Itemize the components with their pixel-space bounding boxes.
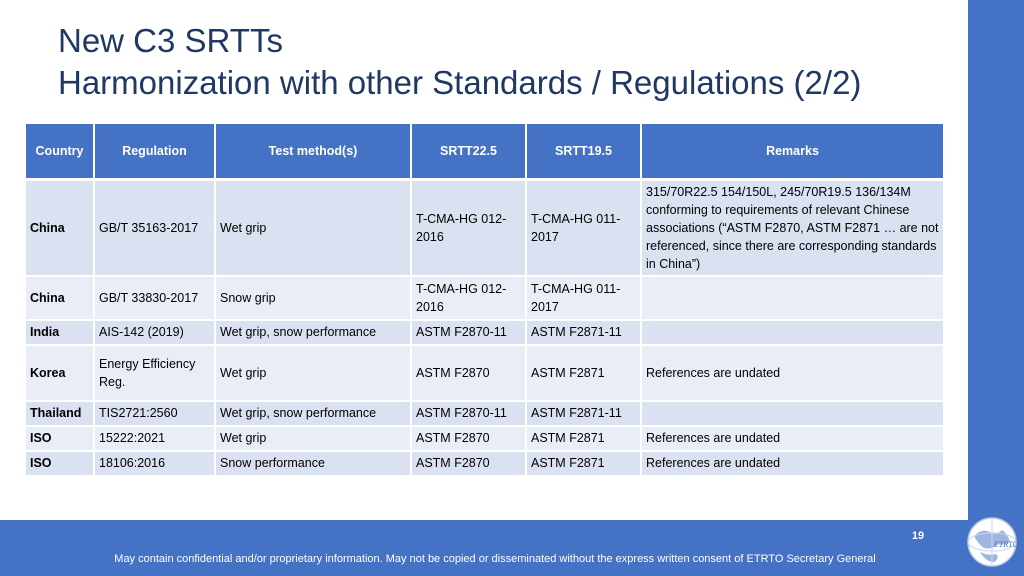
cell-srtt195: ASTM F2871 — [526, 451, 641, 476]
table-row — [26, 180, 944, 276]
cell-regulation: AIS-142 (2019) — [94, 320, 215, 345]
globe-logo-icon — [964, 514, 1020, 570]
cell-srtt195: ASTM F2871-11 — [526, 401, 641, 426]
cell-test-method: Snow performance — [215, 451, 411, 476]
footer-disclaimer: May contain confidential and/or proprietary information. May not be copied or disseminated without the express written consent of ETRTO Secretary General — [114, 553, 876, 565]
cell-test-method: Wet grip — [215, 345, 411, 401]
slide-title-line-1: New C3 SRTTs — [58, 22, 283, 59]
cell-remarks — [641, 320, 944, 345]
cell-srtt225: ASTM F2870-11 — [411, 401, 526, 426]
slide-title — [58, 20, 958, 104]
cell-srtt195: T-CMA-HG 011-2017 — [526, 276, 641, 320]
cell-srtt195: ASTM F2871-11 — [526, 320, 641, 345]
cell-remarks: References are undated — [641, 426, 944, 451]
cell-srtt225: ASTM F2870-11 — [411, 320, 526, 345]
header-regulation: Regulation — [94, 124, 215, 180]
header-country: Country — [26, 124, 94, 180]
table-row — [26, 451, 944, 476]
header-srtt195: SRTT19.5 — [526, 124, 641, 180]
cell-regulation: 18106:2016 — [94, 451, 215, 476]
cell-test-method: Snow grip — [215, 276, 411, 320]
regulations-table — [26, 124, 945, 477]
header-test-methods: Test method(s) — [215, 124, 411, 180]
table-row — [26, 320, 944, 345]
header-remarks: Remarks — [641, 124, 944, 180]
cell-remarks — [641, 276, 944, 320]
cell-srtt225: ASTM F2870 — [411, 451, 526, 476]
cell-remarks: References are undated — [641, 451, 944, 476]
cell-srtt225: T-CMA-HG 012-2016 — [411, 276, 526, 320]
slide-title-line-2: Harmonization with other Standards / Regulations (2/2) — [58, 64, 862, 101]
footer-bar — [0, 520, 1024, 576]
cell-country: ISO — [26, 451, 94, 476]
cell-srtt195: ASTM F2871 — [526, 345, 641, 401]
cell-country: China — [26, 180, 94, 276]
cell-remarks: References are undated — [641, 345, 944, 401]
cell-srtt195: T-CMA-HG 011-2017 — [526, 180, 641, 276]
table-row — [26, 276, 944, 320]
cell-srtt225: ASTM F2870 — [411, 345, 526, 401]
table-row — [26, 426, 944, 451]
cell-srtt225: ASTM F2870 — [411, 426, 526, 451]
header-srtt225: SRTT22.5 — [411, 124, 526, 180]
cell-test-method: Wet grip, snow performance — [215, 320, 411, 345]
cell-remarks — [641, 401, 944, 426]
table-row — [26, 401, 944, 426]
cell-regulation: GB/T 33830-2017 — [94, 276, 215, 320]
cell-regulation: 15222:2021 — [94, 426, 215, 451]
cell-country: Korea — [26, 345, 94, 401]
cell-srtt195: ASTM F2871 — [526, 426, 641, 451]
cell-regulation: TIS2721:2560 — [94, 401, 215, 426]
right-accent-bar — [968, 0, 1024, 576]
page-number: 19 — [911, 530, 925, 542]
cell-country: India — [26, 320, 94, 345]
table-row — [26, 345, 944, 401]
cell-country: China — [26, 276, 94, 320]
cell-regulation: Energy Efficiency Reg. — [94, 345, 215, 401]
cell-country: ISO — [26, 426, 94, 451]
cell-test-method: Wet grip — [215, 180, 411, 276]
cell-test-method: Wet grip — [215, 426, 411, 451]
cell-test-method: Wet grip, snow performance — [215, 401, 411, 426]
cell-srtt225: T-CMA-HG 012-2016 — [411, 180, 526, 276]
table-header-row — [26, 124, 944, 180]
logo-text: ETRTO — [994, 540, 1019, 549]
cell-remarks: 315/70R22.5 154/150L, 245/70R19.5 136/134M conforming to requirements of relevant Chinese associations (“ASTM F2870, ASTM F2871 … are not referenced, since there are corresponding standards in China”) — [641, 180, 944, 276]
cell-country: Thailand — [26, 401, 94, 426]
cell-regulation: GB/T 35163-2017 — [94, 180, 215, 276]
